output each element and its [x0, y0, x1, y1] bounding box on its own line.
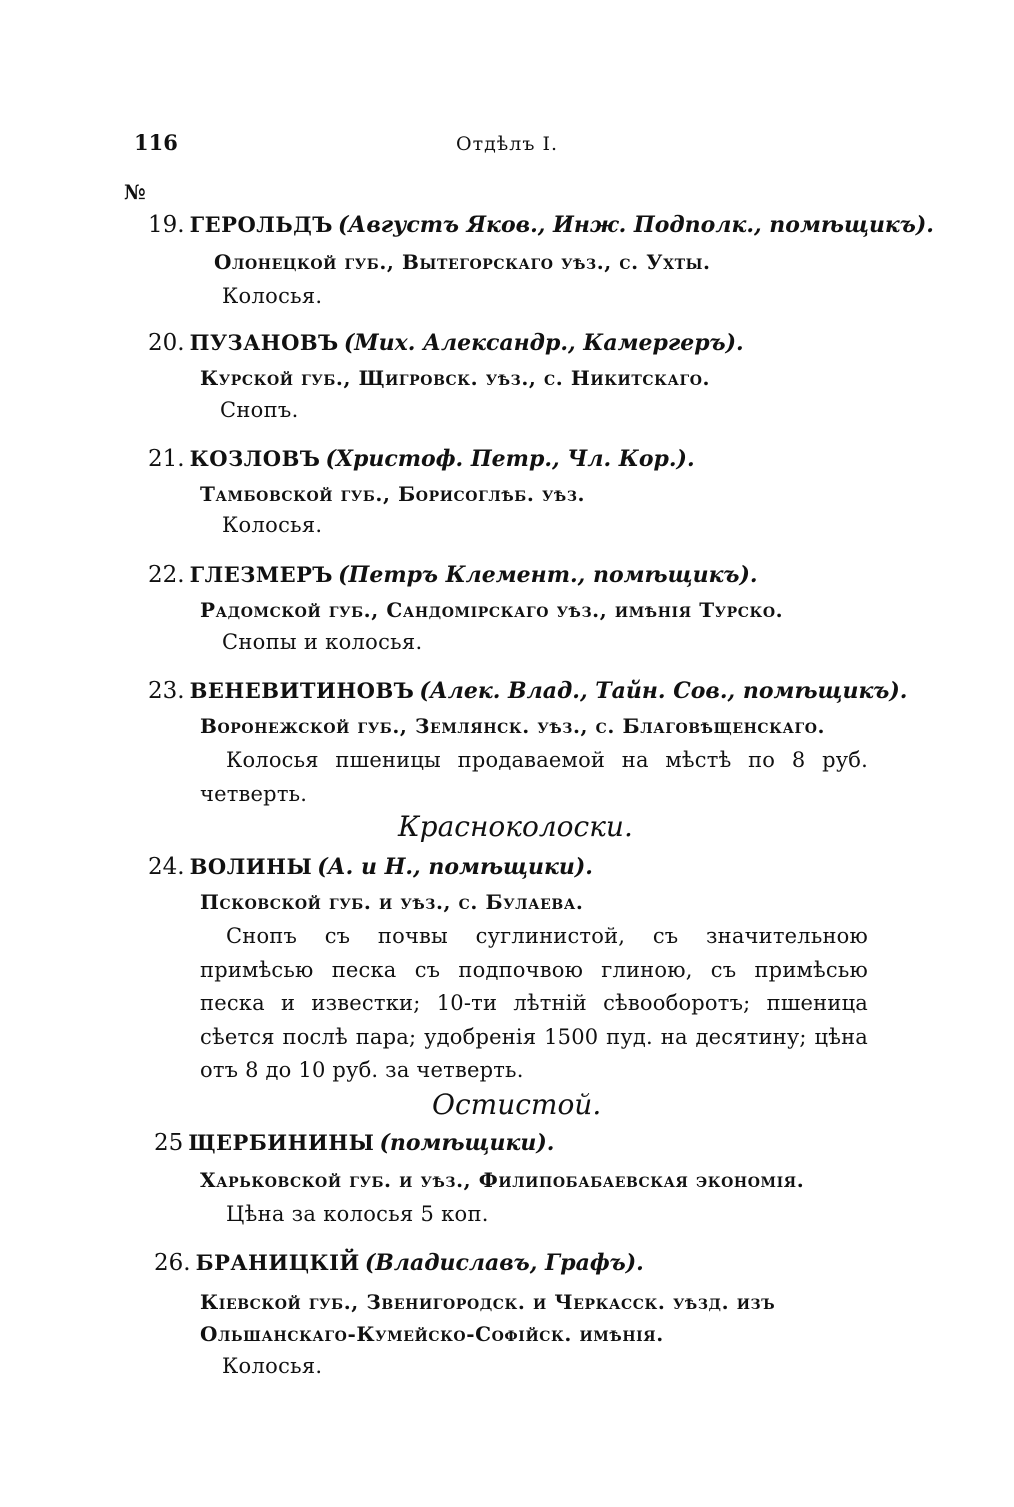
entry-24-heading [148, 854, 593, 880]
exhibitor-name: ГЕРОЛЬДЪ [189, 212, 333, 237]
exhibitor-info: (Августъ Яков., Инж. Подполк., помѣщикъ). [338, 212, 934, 238]
entry-note: Снопъ съ почвы суглинистой, съ значительною примѣсью песка съ подпочвою глиною, съ примѣсью песка и известки; 10-ти лѣтній сѣвооборотъ; пшеница сѣется послѣ пара; удобренія 1500 пуд. на десятину; цѣна отъ 8 до 10 руб. за четверть. [200, 924, 868, 1082]
entry-25-heading [154, 1130, 554, 1156]
entry-number: 20. [148, 330, 185, 356]
entry-number: 23. [148, 678, 185, 704]
entry-note: Цѣна за колосья 5 коп. [226, 1202, 489, 1226]
exhibitor-name: БРАНИЦКІЙ [195, 1250, 360, 1275]
entry-note: Колосья. [222, 284, 323, 308]
entry-location: Курской губ., Щигровск. уѣз., с. Никитскаго. [200, 366, 711, 390]
entry-location: Псковской губ. и уѣз., с. Булаева. [200, 890, 584, 914]
entry-location: Тамбовской губ., Борисоглѣб. уѣз. [200, 482, 586, 506]
exhibitor-info: (А. и Н., помѣщики). [317, 854, 593, 880]
entry-location: Кіевской губ., Звенигородск. и Черкасск. уѣзд. изъ Ольшанскаго-Кумейско-Софійск. имѣнія. [200, 1290, 776, 1346]
page-number: 116 [134, 130, 178, 155]
entry-19-heading [148, 212, 934, 238]
exhibitor-name: ПУЗАНОВЪ [189, 330, 339, 355]
entry-number: 24. [148, 854, 185, 880]
entry-note: Снопъ. [220, 398, 299, 422]
entry-location: Воронежской губ., Землянск. уѣз., с. Благовѣщенскаго. [200, 714, 826, 738]
exhibitor-name: КОЗЛОВЪ [189, 446, 321, 471]
exhibitor-info: (Христоф. Петр., Чл. Кор.). [325, 446, 695, 472]
number-sign: № [124, 180, 146, 204]
exhibitor-info: (помѣщики). [379, 1130, 555, 1156]
entry-20-heading [148, 330, 744, 356]
entry-note: Колосья. [222, 1354, 323, 1378]
section-heading: Красноколоски. [398, 810, 633, 843]
exhibitor-name: ВОЛИНЫ [189, 854, 313, 879]
running-head: Отдѣлъ I. [456, 133, 558, 155]
entry-note: Снопы и колосья. [222, 630, 423, 654]
entry-21-heading [148, 446, 695, 472]
exhibitor-name: ЩЕРБИНИНЫ [188, 1130, 375, 1155]
entry-location: Олонецкой губ., Вытегорскаго уѣз., с. Ухты. [214, 250, 711, 274]
entry-number: 21. [148, 446, 185, 472]
exhibitor-info: (Мих. Александр., Камергеръ). [343, 330, 744, 356]
exhibitor-info: (Алек. Влад., Тайн. Сов., помѣщикъ). [419, 678, 908, 704]
entry-23-heading [148, 678, 907, 704]
entry-number: 25 [154, 1130, 184, 1156]
entry-location: Радомской губ., Сандомірскаго уѣз., имѣнія Турско. [200, 598, 784, 622]
exhibitor-name: ВЕНЕВИТИНОВЪ [189, 678, 415, 703]
entry-note: Колосья. [222, 513, 323, 537]
section-heading: Остистой. [432, 1088, 602, 1121]
entry-number: 22. [148, 562, 185, 588]
exhibitor-info: (Владиславъ, Графъ). [364, 1250, 644, 1276]
entry-number: 19. [148, 212, 185, 238]
entry-number: 26. [154, 1250, 191, 1276]
entry-26-heading [154, 1250, 644, 1276]
entry-note: Колосья пшеницы продаваемой на мѣстѣ по 8 руб. четверть. [200, 748, 868, 806]
entry-22-heading [148, 562, 758, 588]
exhibitor-info: (Петръ Клемент., помѣщикъ). [338, 562, 758, 588]
exhibitor-name: ГЛЕЗМЕРЪ [189, 562, 334, 587]
entry-location: Харьковской губ. и уѣз., Филипобабаевская экономія. [200, 1168, 805, 1192]
